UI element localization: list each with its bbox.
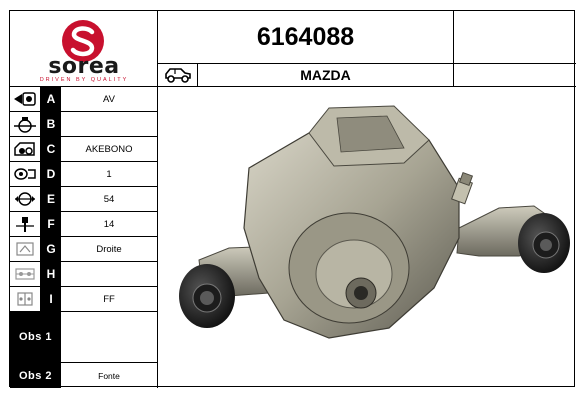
obs-row-1 bbox=[10, 312, 158, 363]
blank-cell bbox=[454, 64, 576, 87]
spec-letter: H bbox=[41, 262, 61, 286]
obs-value: Fonte bbox=[61, 363, 158, 388]
brake-caliper-image bbox=[159, 88, 575, 387]
obs-row-2 bbox=[10, 363, 158, 388]
brand-logo bbox=[10, 11, 158, 87]
spec-value: 1 bbox=[61, 162, 158, 186]
spec-letter: I bbox=[41, 287, 61, 311]
mounting-icon bbox=[10, 262, 41, 286]
spec-letter: A bbox=[41, 87, 61, 111]
spec-letter: F bbox=[41, 212, 61, 236]
spec-letter: D bbox=[41, 162, 61, 186]
thread-size-icon bbox=[10, 212, 41, 236]
spec-value: AV bbox=[61, 87, 158, 111]
spec-row-e bbox=[10, 187, 158, 212]
spec-letter: B bbox=[41, 112, 61, 136]
car-icon-cell bbox=[158, 64, 198, 87]
spec-value: 14 bbox=[61, 212, 158, 236]
vehicle-make: MAZDA bbox=[198, 64, 454, 87]
spec-value: AKEBONO bbox=[61, 137, 158, 161]
spec-row-g bbox=[10, 237, 158, 262]
spec-value: 54 bbox=[61, 187, 158, 211]
spec-row-h bbox=[10, 262, 158, 287]
spec-row-i bbox=[10, 287, 158, 312]
piston-diameter-icon bbox=[10, 187, 41, 211]
part-number: 6164088 bbox=[158, 11, 454, 64]
brake-disc-icon bbox=[10, 112, 41, 136]
piston-count-icon bbox=[10, 162, 41, 186]
obs-label: Obs 1 bbox=[10, 312, 61, 362]
spec-value bbox=[61, 112, 158, 136]
spec-letter: E bbox=[41, 187, 61, 211]
spec-row-a bbox=[10, 87, 158, 112]
obs-value bbox=[61, 312, 158, 362]
blank-cell bbox=[454, 11, 576, 64]
spec-value bbox=[61, 262, 158, 286]
spec-letter: G bbox=[41, 237, 61, 261]
spec-value: Droite bbox=[61, 237, 158, 261]
spec-row-b bbox=[10, 112, 158, 137]
spec-row-d bbox=[10, 162, 158, 187]
obs-label: Obs 2 bbox=[10, 363, 61, 388]
side-icon bbox=[10, 237, 41, 261]
product-sheet bbox=[9, 10, 575, 387]
spec-row-c bbox=[10, 137, 158, 162]
fitting-icon bbox=[10, 287, 41, 311]
spec-letter: C bbox=[41, 137, 61, 161]
brand-name: sorea bbox=[48, 54, 120, 79]
car-icon bbox=[163, 66, 193, 84]
spec-value: FF bbox=[61, 287, 158, 311]
caliper-position-icon bbox=[10, 87, 41, 111]
brand-tagline: DRIVEN BY QUALITY bbox=[39, 77, 129, 83]
caliper-brand-icon bbox=[10, 137, 41, 161]
spec-row-f bbox=[10, 212, 158, 237]
